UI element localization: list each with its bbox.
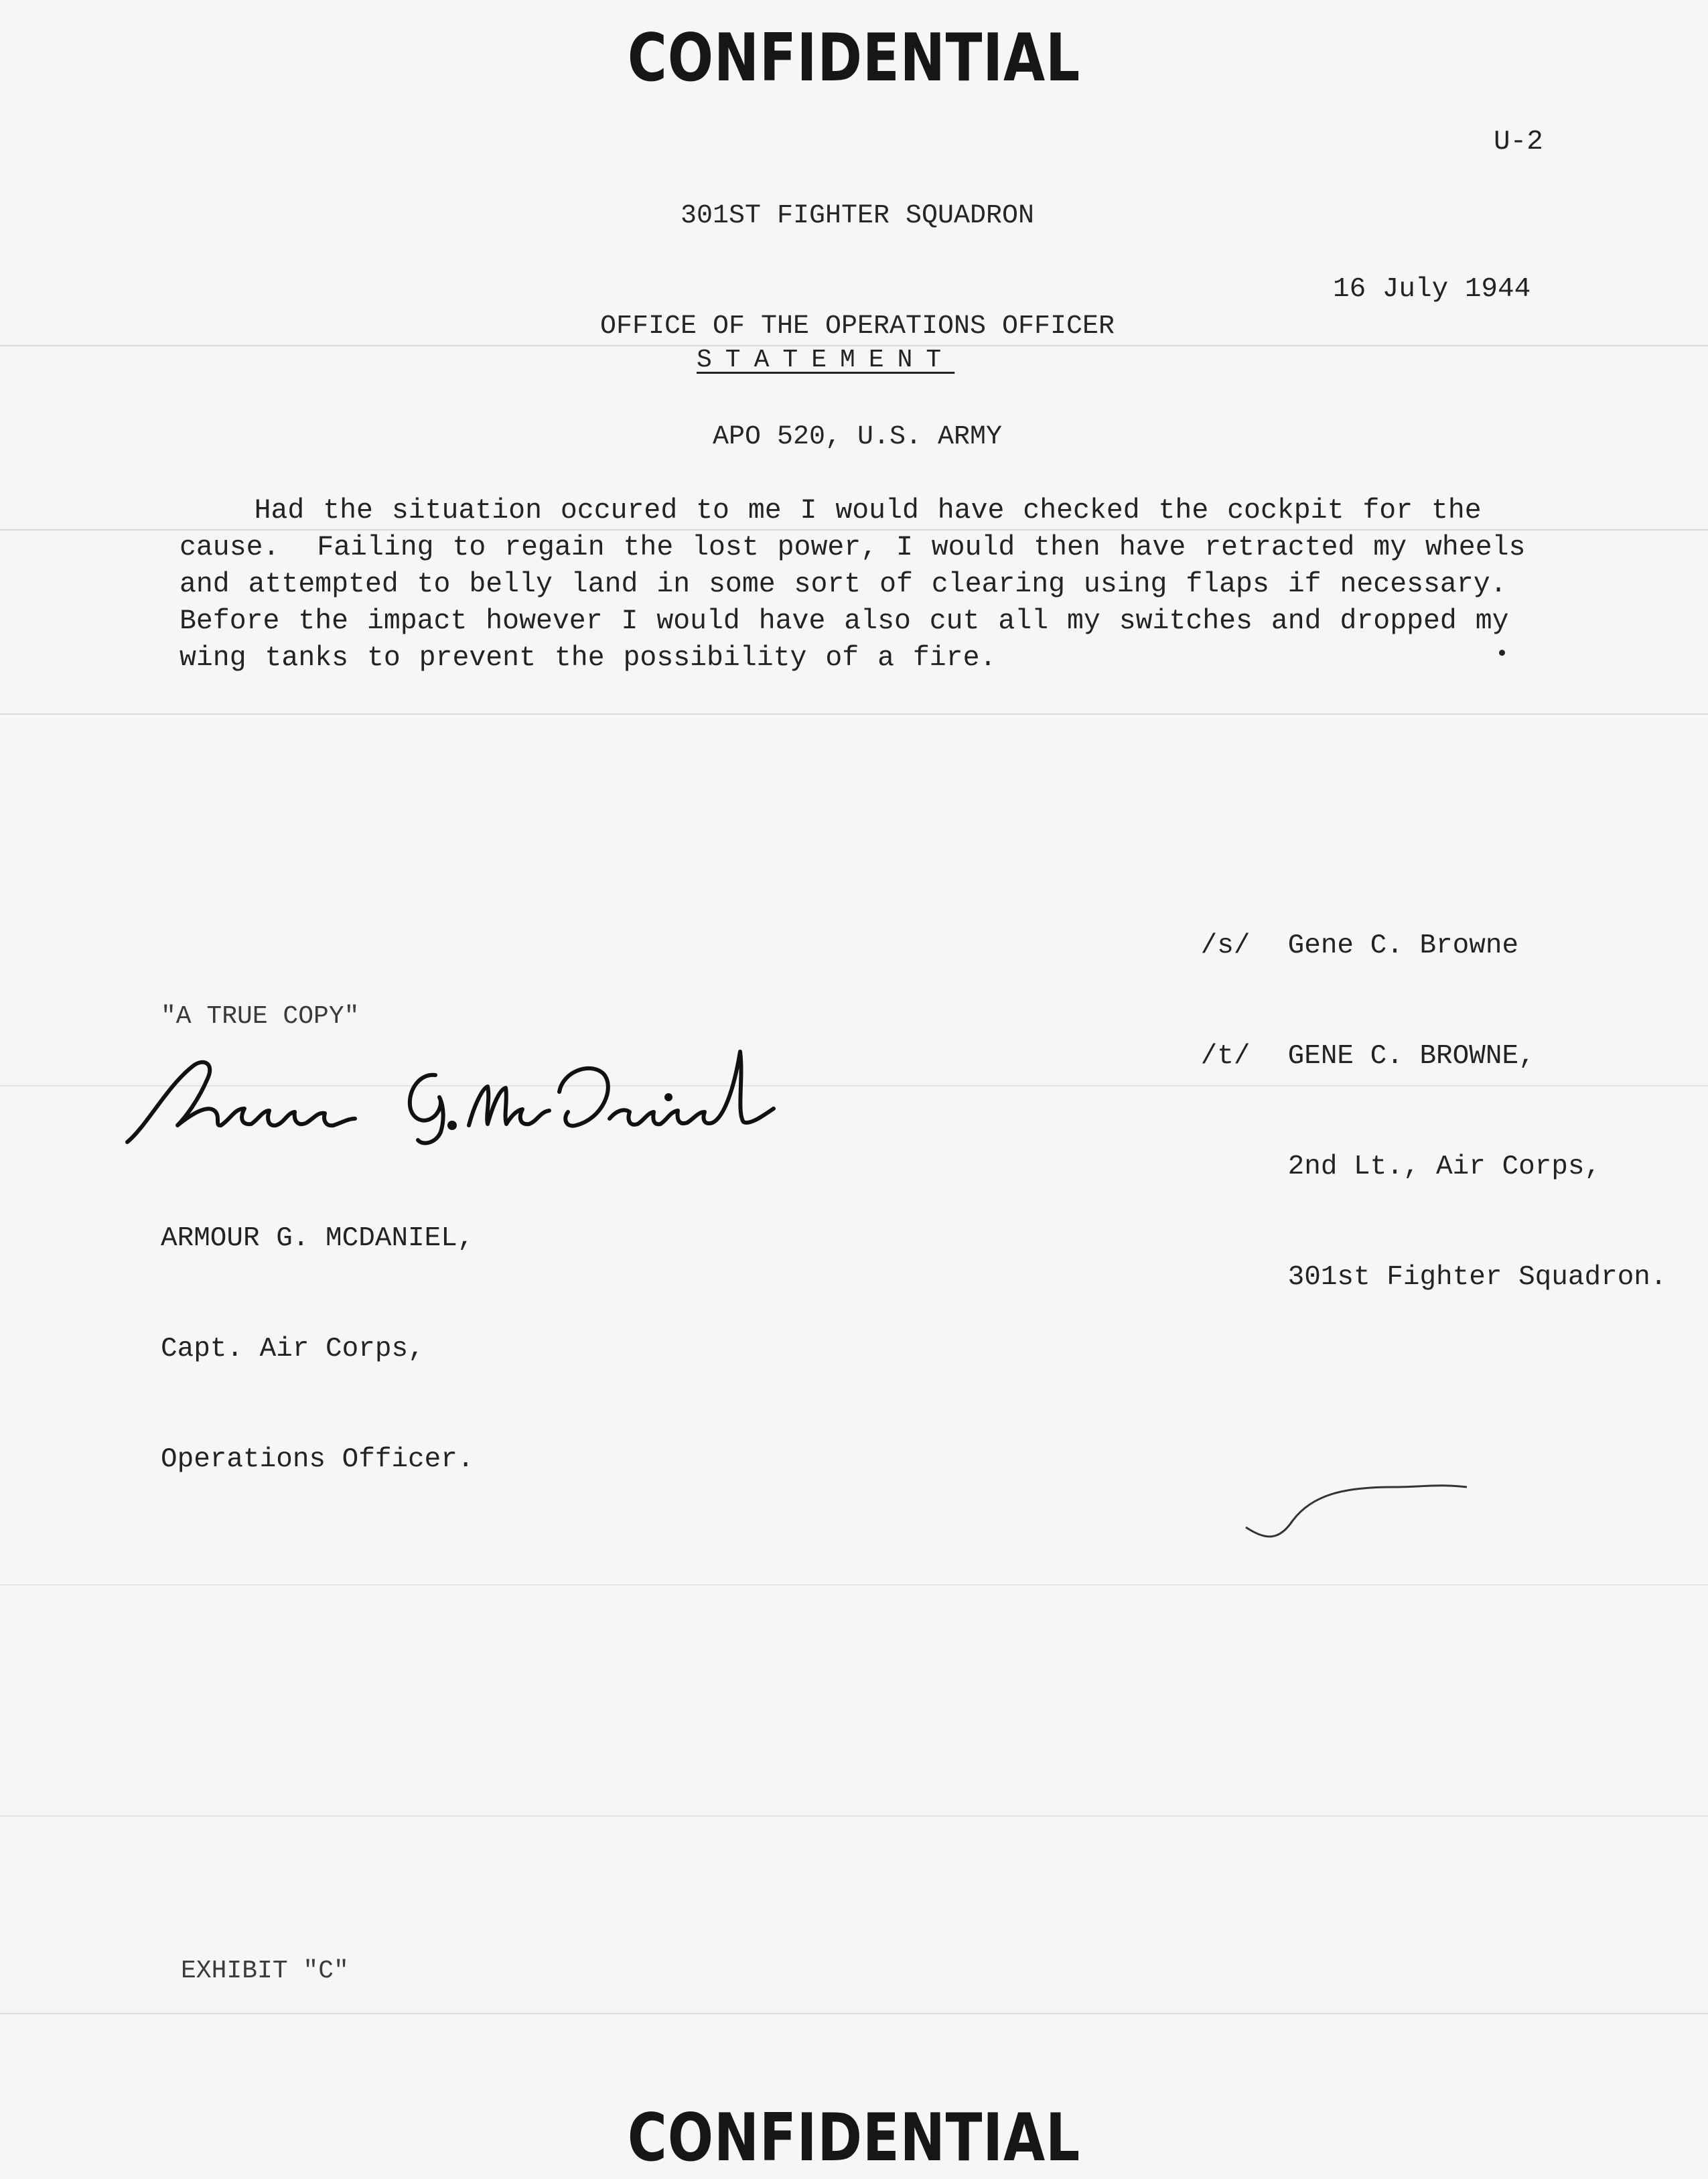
letterhead-unit: 301ST FIGHTER SQUADRON: [680, 201, 1035, 231]
paper-streak: [0, 2013, 1708, 2014]
signer-rank-row: [1102, 1112, 1667, 1182]
confidential-stamp-bottom: CONFIDENTIAL: [627, 2100, 1081, 2176]
typed-row: [1102, 1001, 1667, 1072]
letterhead: [0, 124, 1708, 529]
statement-line: Before the impact however I would have also cut all my switches and dropped my: [180, 606, 1509, 637]
officer-rank: Capt. Air Corps,: [161, 1334, 425, 1364]
handwritten-signature: [121, 1025, 790, 1159]
signed-mark: /s/: [1200, 930, 1251, 961]
signer-unit-row: [1102, 1222, 1667, 1293]
letterhead-office: OFFICE OF THE OPERATIONS OFFICER: [599, 311, 1115, 342]
letterhead-address: APO 520, U.S. ARMY: [712, 422, 1003, 452]
statement-line: wing tanks to prevent the possibility of a fire.: [180, 642, 997, 674]
statement-line: Had the situation occured to me I would have checked the cockpit for the: [180, 495, 1482, 526]
document-date: 16 July 1944: [1333, 274, 1531, 305]
paper-streak: [0, 713, 1708, 715]
confidential-stamp-top: CONFIDENTIAL: [627, 20, 1081, 96]
paper-streak: [0, 1584, 1708, 1586]
ink-dot: [1499, 650, 1505, 656]
paper-streak: [0, 1815, 1708, 1817]
signer-rank: 2nd Lt., Air Corps,: [1287, 1151, 1602, 1182]
officer-name: ARMOUR G. MCDANIEL,: [161, 1223, 474, 1254]
statement-line: and attempted to belly land in some sort of clearing using flaps if necessary.: [180, 569, 1507, 600]
paper-fiber-mark: [1239, 1440, 1474, 1547]
signer-block: [1102, 817, 1667, 1333]
signer-unit: 301st Fighter Squadron.: [1287, 1262, 1667, 1293]
certifying-officer: [161, 1147, 474, 1552]
typed-mark: /t/: [1200, 1041, 1251, 1072]
signed-name: Gene C. Browne: [1287, 930, 1519, 961]
document-title: STATEMENT: [697, 346, 955, 374]
officer-title: Operations Officer.: [161, 1444, 474, 1475]
exhibit-label: EXHIBIT "C": [181, 1957, 349, 1985]
page-number: U-2: [1494, 127, 1543, 157]
statement-body: [180, 492, 1620, 677]
signed-row: [1102, 891, 1667, 961]
statement-line: cause. Failing to regain the lost power, I would then have retracted my wheels: [180, 532, 1526, 563]
typed-name: GENE C. BROWNE,: [1287, 1041, 1535, 1072]
true-copy-label: "A TRUE COPY": [161, 1002, 360, 1031]
